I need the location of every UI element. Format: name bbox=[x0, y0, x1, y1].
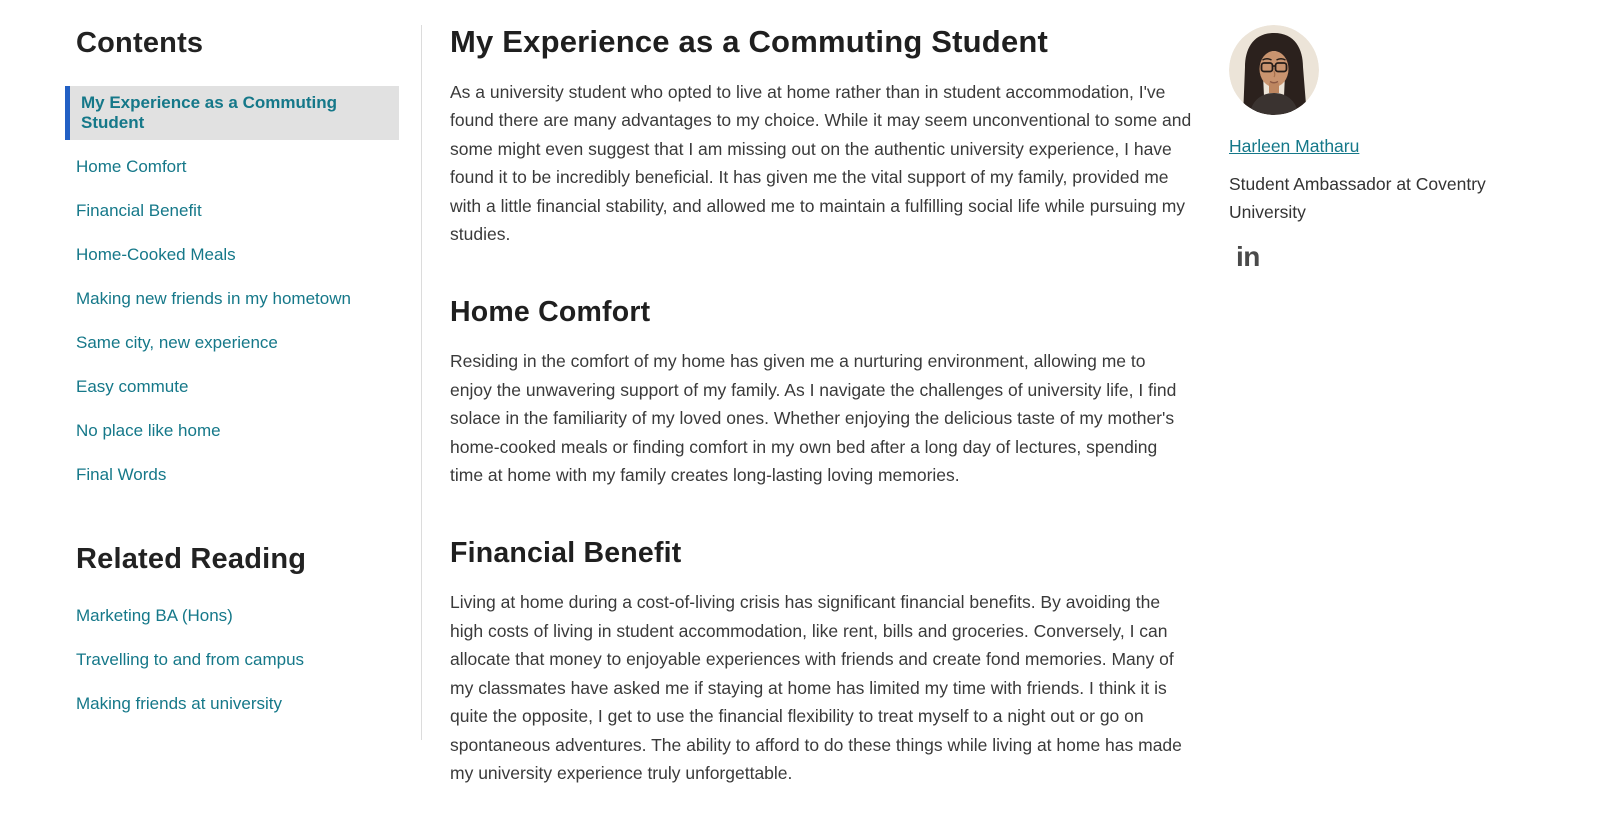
related-item bbox=[76, 650, 406, 670]
toc-link-financial-benefit[interactable]: Financial Benefit bbox=[76, 201, 202, 220]
toc-item bbox=[65, 289, 406, 309]
section-heading-financial-benefit: Financial Benefit bbox=[450, 537, 682, 570]
article-title: My Experience as a Commuting Student bbox=[450, 24, 1049, 59]
related-item bbox=[76, 694, 406, 714]
author-panel bbox=[1229, 25, 1514, 271]
related-reading-heading: Related Reading bbox=[76, 543, 307, 575]
toc-link-final-words[interactable]: Final Words bbox=[76, 465, 167, 484]
toc-link-making-new-friends[interactable]: Making new friends in my hometown bbox=[76, 289, 351, 308]
toc-item bbox=[65, 421, 406, 441]
author-avatar bbox=[1229, 25, 1319, 115]
related-link-marketing-ba[interactable]: Marketing BA (Hons) bbox=[76, 606, 233, 625]
related-link-travelling[interactable]: Travelling to and from campus bbox=[76, 650, 305, 669]
toc-link-my-experience[interactable]: My Experience as a Commuting Student bbox=[65, 86, 399, 140]
section-heading-home-comfort: Home Comfort bbox=[450, 296, 651, 329]
article-paragraph-home-comfort: Residing in the comfort of my home has given me a nurturing environment, allowing me to enjoy the unwavering support of my family. As I navigate the challenges of university life, I find solace in the familiarity of my loved ones. Whether enjoying the delicious taste of my mother's home-cooked meals or finding comfort in my own bed after a long day of lectures, spending time at home with my family creates long-lasting loving memories. bbox=[450, 351, 1177, 486]
toc-item bbox=[65, 201, 406, 221]
related-item bbox=[76, 606, 406, 626]
contents-list bbox=[65, 86, 406, 485]
toc-item bbox=[65, 157, 406, 177]
article-paragraph-financial-benefit: Living at home during a cost-of-living crisis has significant financial benefits. By avoiding the high costs of living in student accommodation, like rent, bills and groceries. Conversely, I can allocate that money to enjoyable experiences with friends and create fond memories. Many of my classmates have asked me if staying at home has limited my time with friends. I think it is quite the opposite, I get to use the financial flexibility to treat myself to a night out or go on spontaneous adventures. The ability to afford to do these things while living at home has made my university experience truly unforgettable. bbox=[450, 592, 1182, 783]
toc-item bbox=[65, 333, 406, 353]
toc-link-home-comfort[interactable]: Home Comfort bbox=[76, 157, 187, 176]
linkedin-icon[interactable]: in bbox=[1236, 241, 1260, 272]
related-link-making-friends[interactable]: Making friends at university bbox=[76, 694, 282, 713]
article-content bbox=[450, 22, 1192, 823]
author-name-link[interactable]: Harleen Matharu bbox=[1229, 136, 1360, 156]
article-paragraph-intro: As a university student who opted to live at home rather than in student accommodation, I've found there are many advantages to my choice. While it may seem unconventional to some and some might even suggest that I am missing out on the authentic university experience, I have found it to be incredibly beneficial. It has given me the vital support of my family, provided me with a little financial stability, and allowed me to maintain a fulfilling social life while pursuing my studies. bbox=[450, 82, 1192, 245]
toc-link-same-city[interactable]: Same city, new experience bbox=[76, 333, 278, 352]
toc-link-home-cooked-meals[interactable]: Home-Cooked Meals bbox=[76, 245, 236, 264]
sidebar-divider bbox=[421, 25, 422, 740]
toc-item bbox=[65, 377, 406, 397]
toc-item bbox=[65, 245, 406, 265]
contents-sidebar bbox=[76, 27, 406, 738]
contents-heading: Contents bbox=[76, 27, 204, 59]
related-reading-list bbox=[76, 606, 406, 714]
toc-item-current-article bbox=[65, 86, 406, 140]
toc-item bbox=[65, 465, 406, 485]
toc-link-no-place-like-home[interactable]: No place like home bbox=[76, 421, 221, 440]
author-role: Student Ambassador at Coventry University bbox=[1229, 174, 1486, 222]
toc-link-easy-commute[interactable]: Easy commute bbox=[76, 377, 189, 396]
